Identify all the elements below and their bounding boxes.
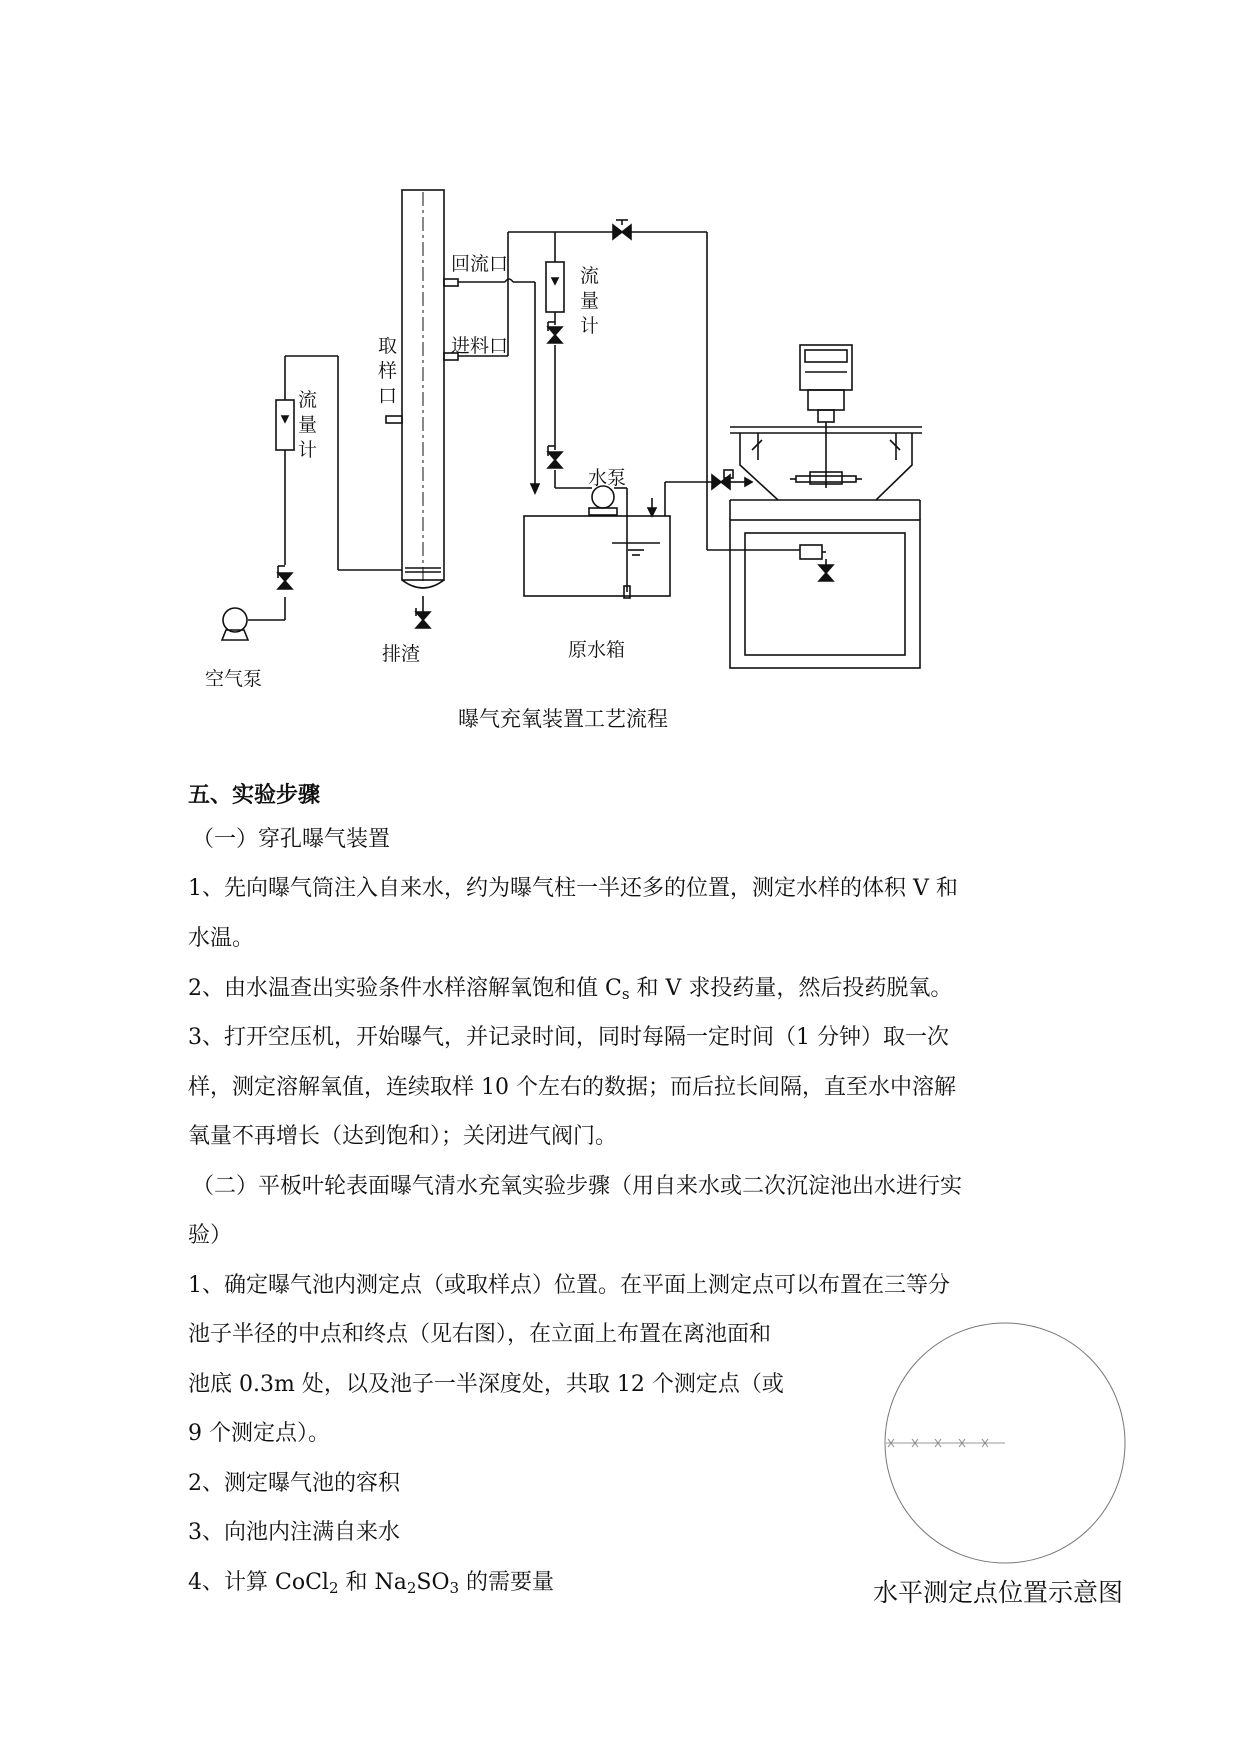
step3-line1: 3、打开空压机，开始曝气，并记录时间，同时每隔一定时间（1 分钟）取一次 (188, 1025, 949, 1050)
diagram-caption: 曝气充氧装置工艺流程 (458, 707, 668, 731)
part1-title: （一）穿孔曝气装置 (192, 827, 391, 852)
stepq4-sub3: 3 (449, 1579, 460, 1597)
stepq1-line4: 9 个测定点）。 (188, 1421, 330, 1446)
process-flow-diagram (0, 0, 1241, 760)
reactor-inlet-line (665, 470, 800, 550)
stepq1-line3: 池底 0.3m 处，以及池子一半深度处，共取 12 个测定点（或 (188, 1372, 784, 1397)
stepq1-line1: 1、确定曝气池内测定点（或取样点）位置。在平面上测定点可以布置在三等分 (188, 1273, 950, 1298)
part2-line1: （二）平板叶轮表面曝气清水充氧实验步骤（用自来水或二次沉淀池出水进行实 (192, 1174, 963, 1199)
step2-text-pre: 2、由水温查出实验条件水样溶解氧饱和值 C (188, 976, 622, 1001)
stepq4-mid: 和 Na (338, 1570, 407, 1595)
stepq4-mid2: SO (416, 1570, 450, 1595)
return-port-label: 回流口 (451, 253, 509, 275)
support-stand (730, 500, 920, 668)
water-pump-label: 水泵 (588, 467, 627, 489)
stepq2: 2、测定曝气池的容积 (188, 1471, 400, 1496)
flowmeter-valve-icon (548, 322, 562, 343)
stepq4-sub1: 2 (328, 1579, 339, 1597)
step2-text-post: 和 V 求投药量，然后投药脱氧。 (629, 976, 953, 1001)
stepq4-sub2: 2 (406, 1579, 417, 1597)
circle-figure-caption: 水平测定点位置示意图 (873, 1578, 1124, 1607)
slag-discharge-label: 排渣 (382, 643, 421, 665)
sampling-port-label: 取样口 (378, 335, 398, 407)
part2-line2: 验） (188, 1223, 233, 1248)
stepq4-post: 的需要量 (459, 1570, 555, 1595)
section-heading: 五、实验步骤 (188, 783, 321, 808)
stepq4 (188, 1568, 554, 1598)
stepq3: 3、向池内注满自来水 (188, 1520, 400, 1545)
top-valve-icon (613, 220, 650, 239)
flowmeter-1-icon (276, 400, 294, 450)
air-pump-icon (222, 608, 248, 640)
flowmeter-2-icon (546, 262, 564, 312)
aeration-reactor (730, 345, 922, 500)
stepq1-line2: 池子半径的中点和终点（见右图），在立面上布置在离池面和 (188, 1322, 772, 1347)
step2 (188, 974, 952, 1004)
stepq4-pre: 4、计算 CoCl (188, 1570, 329, 1595)
step3-line3: 氧量不再增长（达到饱和）；关闭进气阀门。 (188, 1124, 618, 1149)
air-pump-label: 空气泵 (205, 668, 263, 690)
air-valve-icon (278, 566, 292, 589)
feed-port-label: 进料口 (451, 335, 509, 357)
raw-water-tank-label: 原水箱 (568, 639, 626, 661)
step3-line2: 样，测定溶解氧值，连续取样 10 个左右的数据；而后拉长间隔，直至水中溶解 (188, 1075, 956, 1100)
flowmeter-2-label: 流量计 (580, 265, 600, 337)
slag-valve-icon (416, 596, 430, 628)
raw-water-tank (524, 498, 670, 596)
step1-line2: 水温。 (188, 926, 255, 951)
step2-subscript: s (621, 985, 630, 1003)
measuring-points-figure (880, 1318, 1130, 1568)
flowmeter-1-label: 流量计 (298, 389, 318, 461)
water-pump-icon (587, 486, 619, 515)
step1-line1: 1、先向曝气筒注入自来水，约为曝气柱一半还多的位置，测定水样的体积 V 和 (188, 876, 958, 901)
